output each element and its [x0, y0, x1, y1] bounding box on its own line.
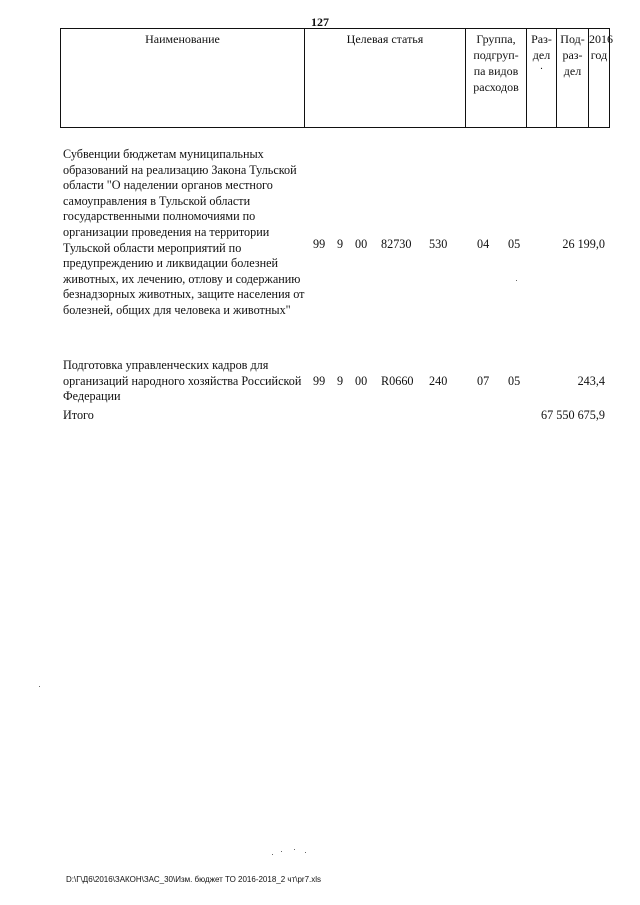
header-group-line-1: Группа,	[476, 32, 516, 46]
row-2-group: 240	[429, 374, 448, 388]
header-subsection-line-3: дел	[563, 64, 582, 78]
header-name: Наименование	[61, 29, 305, 127]
row-1-subsection: 05	[508, 237, 521, 251]
scan-speck	[281, 851, 282, 852]
row-1-code3: 00	[355, 237, 368, 251]
header-group-line-3: па видов	[473, 64, 519, 78]
header-subsection-line-2: раз-	[562, 48, 583, 62]
table-header	[60, 28, 613, 128]
scan-speck	[39, 686, 40, 687]
header-subsection-line-1: Под-	[560, 32, 585, 46]
header-group	[466, 29, 527, 127]
footer-file-path: D:\Г\Д6\2016\ЗАКОН\ЗАС_30\Изм. бюджет ТО 2016-2018_2 чт\pr7.xls	[66, 875, 322, 884]
total-amount: 67 550 675,9	[541, 408, 605, 422]
header-group-line-2: подгруп-	[473, 48, 519, 62]
header-section	[527, 29, 557, 127]
row-1-code1: 99	[313, 237, 326, 251]
row-2-section: 07	[477, 374, 490, 388]
scan-speck	[294, 849, 295, 850]
header-section-line-1: Раз-	[531, 32, 552, 46]
header-year: 2016 год	[589, 32, 613, 62]
header-section-line-2: дел	[532, 48, 551, 62]
row-1-name: Субвенции бюджетам муниципальных образований на реализацию Закона Тульской области "О наделении органов местного самоуправления в Тульской области государственными полномочиями по организации проведения на территории Тульской области мероприятий по предупреждению и ликвидации болезней животных, их лечению, отлову и содержанию безнадзорных животных, защите населения от болезней, общих для человека и животных"	[63, 147, 305, 317]
row-2-code4: R0660	[381, 374, 414, 388]
scan-speck	[272, 854, 273, 855]
row-2-code3: 00	[355, 374, 368, 388]
row-1-code2: 9	[337, 237, 344, 251]
header-group-line-4: расходов	[473, 80, 519, 94]
row-2-code1: 99	[313, 374, 326, 388]
scan-speck	[516, 280, 517, 281]
row-1-group: 530	[429, 237, 448, 251]
header-target-article: Целевая статья	[305, 29, 466, 127]
header-subsection	[557, 29, 589, 127]
scan-speck	[305, 852, 306, 853]
row-1-amount: 26 199,0	[562, 237, 605, 251]
row-1-section: 04	[477, 237, 490, 251]
row-1-code4: 82730	[381, 237, 412, 251]
page-number: 127	[311, 15, 329, 29]
row-2-subsection: 05	[508, 374, 521, 388]
header-section-dot: .	[540, 61, 543, 72]
row-2-code2: 9	[337, 374, 344, 388]
row-2-name: Подготовка управленческих кадров для организаций народного хозяйства Российской Федерации	[63, 358, 302, 404]
row-2-amount: 243,4	[577, 374, 605, 388]
total-label: Итого	[63, 408, 94, 422]
